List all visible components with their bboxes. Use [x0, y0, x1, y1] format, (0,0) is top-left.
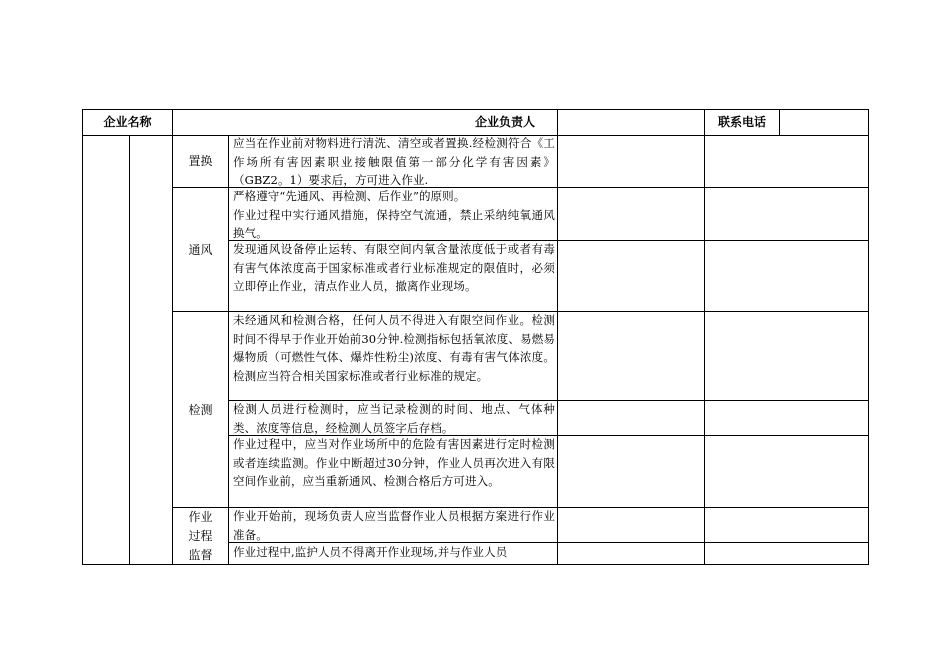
requirement-ventilation-1 [233, 187, 555, 243]
col-rule-5 [704, 110, 705, 565]
requirement-text: 未经通风和检测合格，任何人员不得进入有限空间作业。检测时间不得早于作业开始前30分钟.检测指标包括氧浓度、易燃易爆物质（可燃性气体、爆炸性粉尘)浓度、有毒有害气体浓度。检测应当符合相关国家标准或者行业标准的规定。 [233, 313, 555, 383]
requirement-text: 检测人员进行检测时，应当记录检测的时间、地点、气体种类、浓度等信息，经检测人员签字后存档。 [233, 402, 555, 435]
requirement-replacement-1 [233, 134, 555, 190]
requirement-text: 严格遵守“先通风、再检测、后作业”的原则。 [233, 189, 466, 203]
category-ventilation: 通风 [188, 243, 213, 257]
contact-phone-field[interactable] [780, 110, 868, 135]
requirement-detection-2 [233, 400, 555, 437]
requirement-text: 作业过程中实行通风措施，保持空气流通，禁止采纳纯氧通风换气。 [233, 207, 555, 240]
col-rule-2 [172, 110, 173, 565]
responsible-person-label: 企业负责人 [474, 115, 535, 129]
category-supervision [173, 508, 228, 565]
requirement-ventilation-2 [233, 240, 555, 296]
requirement-text: 应当在作业前对物料进行清洗、清空或者置换.经检测符合《工作场所有害因素职业接触限值第一部分化学有害因素》（GBZ2。1）要求后，方可进入作业. [233, 136, 555, 187]
requirement-text: 作业过程中,监护人员不得离开作业现场,并与作业人员 [233, 545, 508, 559]
category-supervision-line: 过程 [188, 529, 213, 543]
col-rule-1 [129, 135, 130, 565]
requirement-supervision-1 [233, 507, 555, 544]
requirement-detection-3 [233, 435, 555, 491]
category-supervision-line: 作业 [188, 510, 213, 524]
requirement-text: 发现通风设备停止运转、有限空间内氧含量浓度低于或者有毒有害气体浓度高于国家标准或者行业标准规定的限值时，必须立即停止作业，清点作业人员，撤离作业现场。 [233, 242, 555, 293]
category-detection: 检测 [188, 403, 213, 417]
requirement-detection-1 [233, 311, 555, 385]
company-name-label: 企业名称 [103, 115, 152, 129]
col-rule-4 [557, 110, 558, 565]
company-name-field[interactable] [173, 110, 453, 135]
contact-phone-label: 联系电话 [717, 115, 766, 129]
col-rule-3 [228, 135, 229, 565]
requirement-text: 作业过程中，应当对作业场所中的危险有害因素进行定时检测或者连续监测。作业中断超过30分钟，作业人员再次进入有限空间作业前，应当重新通风、检测合格后方可进入。 [233, 437, 555, 488]
category-supervision-line: 监督 [188, 548, 213, 562]
inspection-table [82, 109, 869, 565]
category-replacement: 置换 [188, 154, 213, 168]
requirement-text: 作业开始前，现场负责人应当监督作业人员根据方案进行作业准备。 [233, 509, 555, 542]
requirement-supervision-2 [233, 543, 555, 564]
responsible-person-field[interactable] [558, 110, 704, 135]
